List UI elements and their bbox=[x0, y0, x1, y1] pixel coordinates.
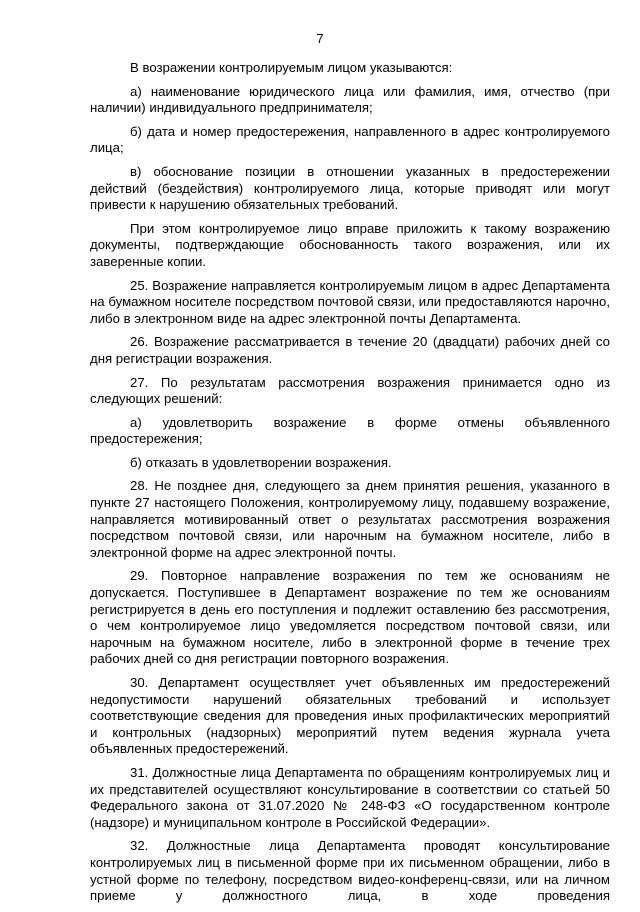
paragraph: б) дата и номер предостережения, направленного в адрес контролируемого лица; bbox=[90, 123, 610, 156]
paragraph: В возражении контролируемым лицом указываются: bbox=[130, 60, 453, 75]
page-number: 7 bbox=[316, 31, 324, 46]
paragraph: б) отказать в удовлетворении возражения. bbox=[130, 454, 392, 470]
paragraph: в) обоснование позиции в отношении указанных в предостережении действий (бездействия) контролируемого лица, которые приводят или могут привести к нарушению обязательных требований. bbox=[90, 163, 610, 213]
paragraph: 27. По результатам рассмотрения возражения принимается одно из следующих решений: bbox=[90, 374, 610, 407]
paragraph: 32. Должностные лица Департамента проводят консультирование контролируемых лиц в письменной форме при их письменном обращении, либо в устной форме по телефону, посредством видео-конференц-связи, или на личном приеме у должностного лица, в ходе проведения bbox=[90, 838, 610, 904]
paragraph: а) наименование юридического лица или фамилия, имя, отчество (при наличии) индивидуального предпринимателя; bbox=[90, 83, 610, 116]
paragraph: 30. Департамент осуществляет учет объявленных им предостережений недопустимости нарушений обязательных требований и использует соответствующие сведения для проведения иных профилактических мероприятий и контрольных (надзорных) мероприятий путем ведения журнала учета объявленных предостережений. bbox=[90, 675, 610, 757]
paragraph: 26. Возражение рассматривается в течение 20 (двадцати) рабочих дней со дня регистрации возражения. bbox=[90, 334, 610, 366]
paragraph: 25. Возражение направляется контролируемым лицом в адрес Департамента на бумажном носителе посредством почтовой связи, или предоставляются нарочно, либо в электронном виде на адрес электронной почты Департамента. bbox=[90, 277, 610, 326]
paragraph: 28. Не позднее дня, следующего за днем принятия решения, указанного в пункте 27 настоящего Положения, контролируемому лицу, подавшему возражение, направляется мотивированный ответ о результатах рассмотрения возражения посредством почтовой связи, или нарочным на бумажном носителе, либо в электронной форме на адрес электронной почты. bbox=[90, 478, 610, 560]
document-body bbox=[90, 60, 610, 912]
paragraph: При этом контролируемое лицо вправе приложить к такому возражению документы, подтверждающие обоснованность такого возражения, или их заверенные копии. bbox=[90, 220, 610, 269]
paragraph: 31. Должностные лица Департамента по обращениям контролируемых лиц и их представителей осуществляют консультирование в соответствии со статьей 50 Федерального закона от 31.07.2020 № 248-ФЗ «О государственном контроле (надзоре) и муниципальном контроле в Российской Федерации». bbox=[90, 764, 610, 830]
paragraph: а) удовлетворить возражение в форме отмены объявленного предостережения; bbox=[90, 414, 610, 447]
paragraph: 29. Повторное направление возражения по тем же основаниям не допускается. Поступившее в Департамент возражение по тем же основаниям регистрируется в день его поступления и подлежит оставлению без рассмотрения, о чем контролируемое лицо уведомляется посредством почтовой связи, или нарочным на бумажном носителе, либо в электронной форме в течение трех рабочих дней со дня регистрации повторного возражения. bbox=[90, 568, 610, 667]
